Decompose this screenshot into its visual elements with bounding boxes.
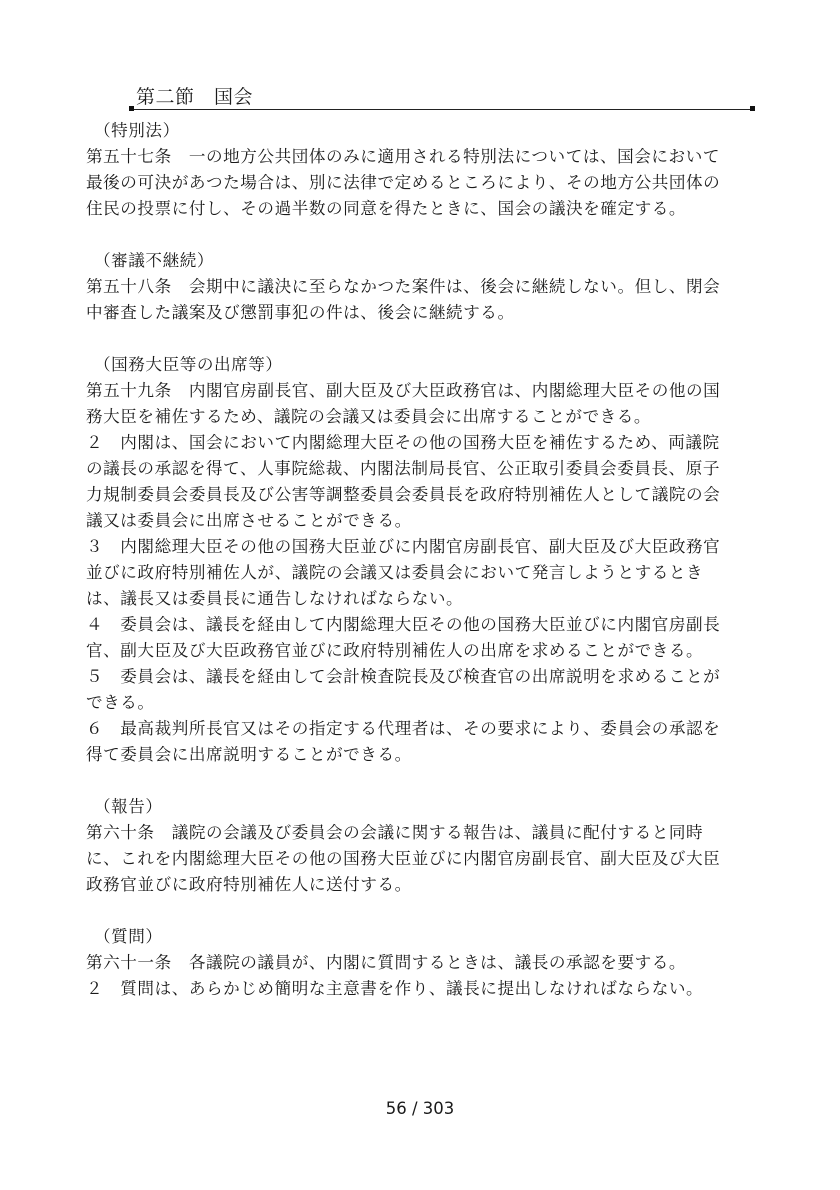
text-line: 政務官並びに政府特別補佐人に送付する。 [86,875,412,894]
text-line: ２ 内閣は、国会において内閣総理大臣その他の国務大臣を補佐するため、両議院 [86,433,720,452]
article-caption: （特別法） [94,121,180,140]
text-line: 務大臣を補佐するため、議院の会議又は委員会に出席することができる。 [86,407,652,426]
section-header [130,84,754,112]
text-line: 第五十八条 会期中に議決に至らなかつた案件は、後会に継続しない。但し、閉会 [86,277,721,296]
spacer [86,326,756,352]
text-line: ４ 委員会は、議長を経由して内閣総理大臣その他の国務大臣並びに内閣官房副長 [86,615,721,634]
text-line: 第五十九条 内閣官房副長官、副大臣及び大臣政務官は、内閣総理大臣その他の国 [86,381,721,400]
section-rule [130,109,754,110]
text-line: は、議長又は委員長に通告しなければならない。 [86,589,464,608]
text-line: 住民の投票に付し、その過半数の同意を得たときに、国会の議決を確定する。 [86,199,687,218]
spacer [86,898,756,924]
text-line: ６ 最高裁判所長官又はその指定する代理者は、その要求により、委員会の承認を [86,719,721,738]
article-57 [86,118,756,222]
rule-end-marker-right [750,106,755,111]
article-59 [86,352,756,768]
spacer [86,222,756,248]
text-line: 並びに政府特別補佐人が、議院の会議又は委員会において発言しようとするとき [86,563,704,582]
text-line: ５ 委員会は、議長を経由して会計検査院長及び検査官の出席説明を求めることが [86,667,721,686]
article-58 [86,248,756,326]
text-line: ３ 内閣総理大臣その他の国務大臣並びに内閣官房副長官、副大臣及び大臣政務官 [86,537,721,556]
text-line: の議長の承認を得て、人事院総裁、内閣法制局長官、公正取引委員会委員長、原子 [86,459,720,478]
section-title: 第二節 国会 [136,86,254,108]
text-line: 最後の可決があつた場合は、別に法律で定めるところにより、その地方公共団体の [86,173,721,192]
article-caption: （質問） [94,927,163,946]
text-line: できる。 [86,693,155,712]
article-caption: （審議不継続） [94,251,215,270]
text-line: 議又は委員会に出席させることができる。 [86,511,412,530]
text-line: 第五十七条 一の地方公共団体のみに適用される特別法については、国会において [86,147,720,166]
article-61 [86,924,756,1002]
text-line: 得て委員会に出席説明することができる。 [86,745,412,764]
spacer [86,768,756,794]
article-60 [86,794,756,898]
article-caption: （報告） [94,797,163,816]
text-line: 第六十条 議院の会議及び委員会の会議に関する報告は、議員に配付すると同時 [86,823,704,842]
text-line: 第六十一条 各議院の議員が、内閣に質問するときは、議長の承認を要する。 [86,953,687,972]
rule-end-marker-left [129,106,134,111]
text-line: に、これを内閣総理大臣その他の国務大臣並びに内閣官房副長官、副大臣及び大臣 [86,849,721,868]
text-line: 力規制委員会委員長及び公害等調整委員会委員長を政府特別補佐人として議院の会 [86,485,721,504]
text-line: ２ 質問は、あらかじめ簡明な主意書を作り、議長に提出しなければならない。 [86,979,704,998]
text-line: 官、副大臣及び大臣政務官並びに政府特別補佐人の出席を求めることができる。 [86,641,704,660]
page-number: 56 / 303 [385,1099,455,1118]
text-line: 中審査した議案及び懲罰事犯の件は、後会に継続する。 [86,303,515,322]
article-caption: （国務大臣等の出席等） [94,355,283,374]
body-text [86,118,756,1002]
